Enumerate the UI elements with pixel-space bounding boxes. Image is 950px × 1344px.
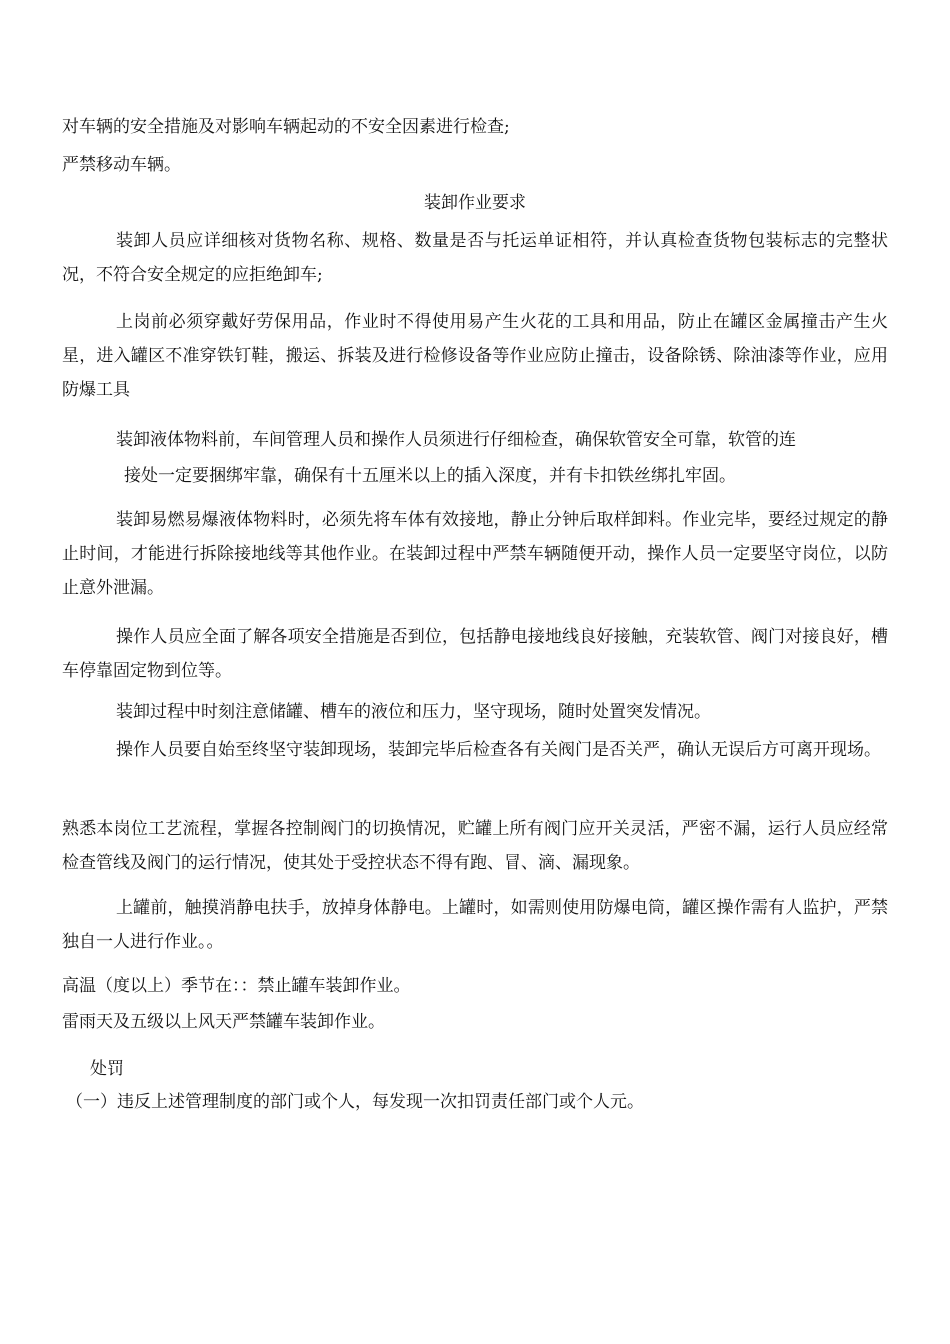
text-line-vehicle-check: 对车辆的安全措施及对影响车辆起动的不安全因素进行检查;	[62, 117, 510, 137]
penalty-item-1: （一）违反上述管理制度的部门或个人，每发现一次扣罚责任部门或个人元。	[66, 1092, 644, 1112]
section-heading-penalty: 处罚	[90, 1059, 124, 1079]
text-line-no-moving-vehicle: 严禁移动车辆。	[62, 155, 181, 175]
paragraph-hose-inspection-line1: 装卸液体物料前，车间管理人员和操作人员须进行仔细检查，确保软管安全可靠，软管的连	[116, 430, 796, 450]
paragraph-thunderstorm-wind: 雷雨天及五级以上风天严禁罐车装卸作业。	[62, 1012, 385, 1032]
section-heading-loading-requirements: 装卸作业要求	[424, 193, 526, 213]
paragraph-safety-measures: 操作人员应全面了解各项安全措施是否到位，包括静电接地线良好接触，充装软管、阀门对接良好，槽车停靠固定物到位等。	[62, 627, 888, 681]
paragraph-static-discharge: 上罐前，触摸消静电扶手，放掉身体静电。上罐时，如需则使用防爆电筒，罐区操作需有人监护，严禁独自一人进行作业。。	[62, 898, 888, 952]
paragraph-hose-inspection-line2: 接处一定要捆绑牢靠，确保有十五厘米以上的插入深度，并有卡扣铁丝绑扎牢固。	[124, 466, 736, 486]
paragraph-monitor-levels: 装卸过程中时刻注意储罐、槽车的液位和压力，坚守现场，随时处置突发情况。	[116, 702, 711, 722]
paragraph-stay-on-site: 操作人员要自始至终坚守装卸现场，装卸完毕后检查各有关阀门是否关严，确认无误后方可离开现场。	[116, 740, 881, 760]
paragraph-process-familiarity: 熟悉本岗位工艺流程，掌握各控制阀门的切换情况，贮罐上所有阀门应开关灵活，严密不漏，运行人员应经常检查管线及阀门的运行情况，使其处于受控状态不得有跑、冒、滴、漏现象。	[62, 819, 888, 873]
paragraph-protective-equipment: 上岗前必须穿戴好劳保用品，作业时不得使用易产生火花的工具和用品，防止在罐区金属撞击产生火星，进入罐区不准穿铁钉鞋，搬运、拆装及进行检修设备等作业应防止撞击，设备除锈、除油漆等作业，应用防爆工具	[62, 312, 888, 400]
paragraph-grounding-procedure: 装卸易燃易爆液体物料时，必须先将车体有效接地，静止分钟后取样卸料。作业完毕，要经过规定的静止时间，才能进行拆除接地线等其他作业。在装卸过程中严禁车辆随便开动，操作人员一定要坚守岗位，以防止意外泄漏。	[62, 510, 888, 598]
paragraph-high-temperature: 高温（度以上）季节在：：禁止罐车装卸作业。	[62, 976, 411, 996]
paragraph-cargo-verification: 装卸人员应详细核对货物名称、规格、数量是否与托运单证相符，并认真检查货物包装标志的完整状况，不符合安全规定的应拒绝卸车;	[62, 231, 888, 285]
